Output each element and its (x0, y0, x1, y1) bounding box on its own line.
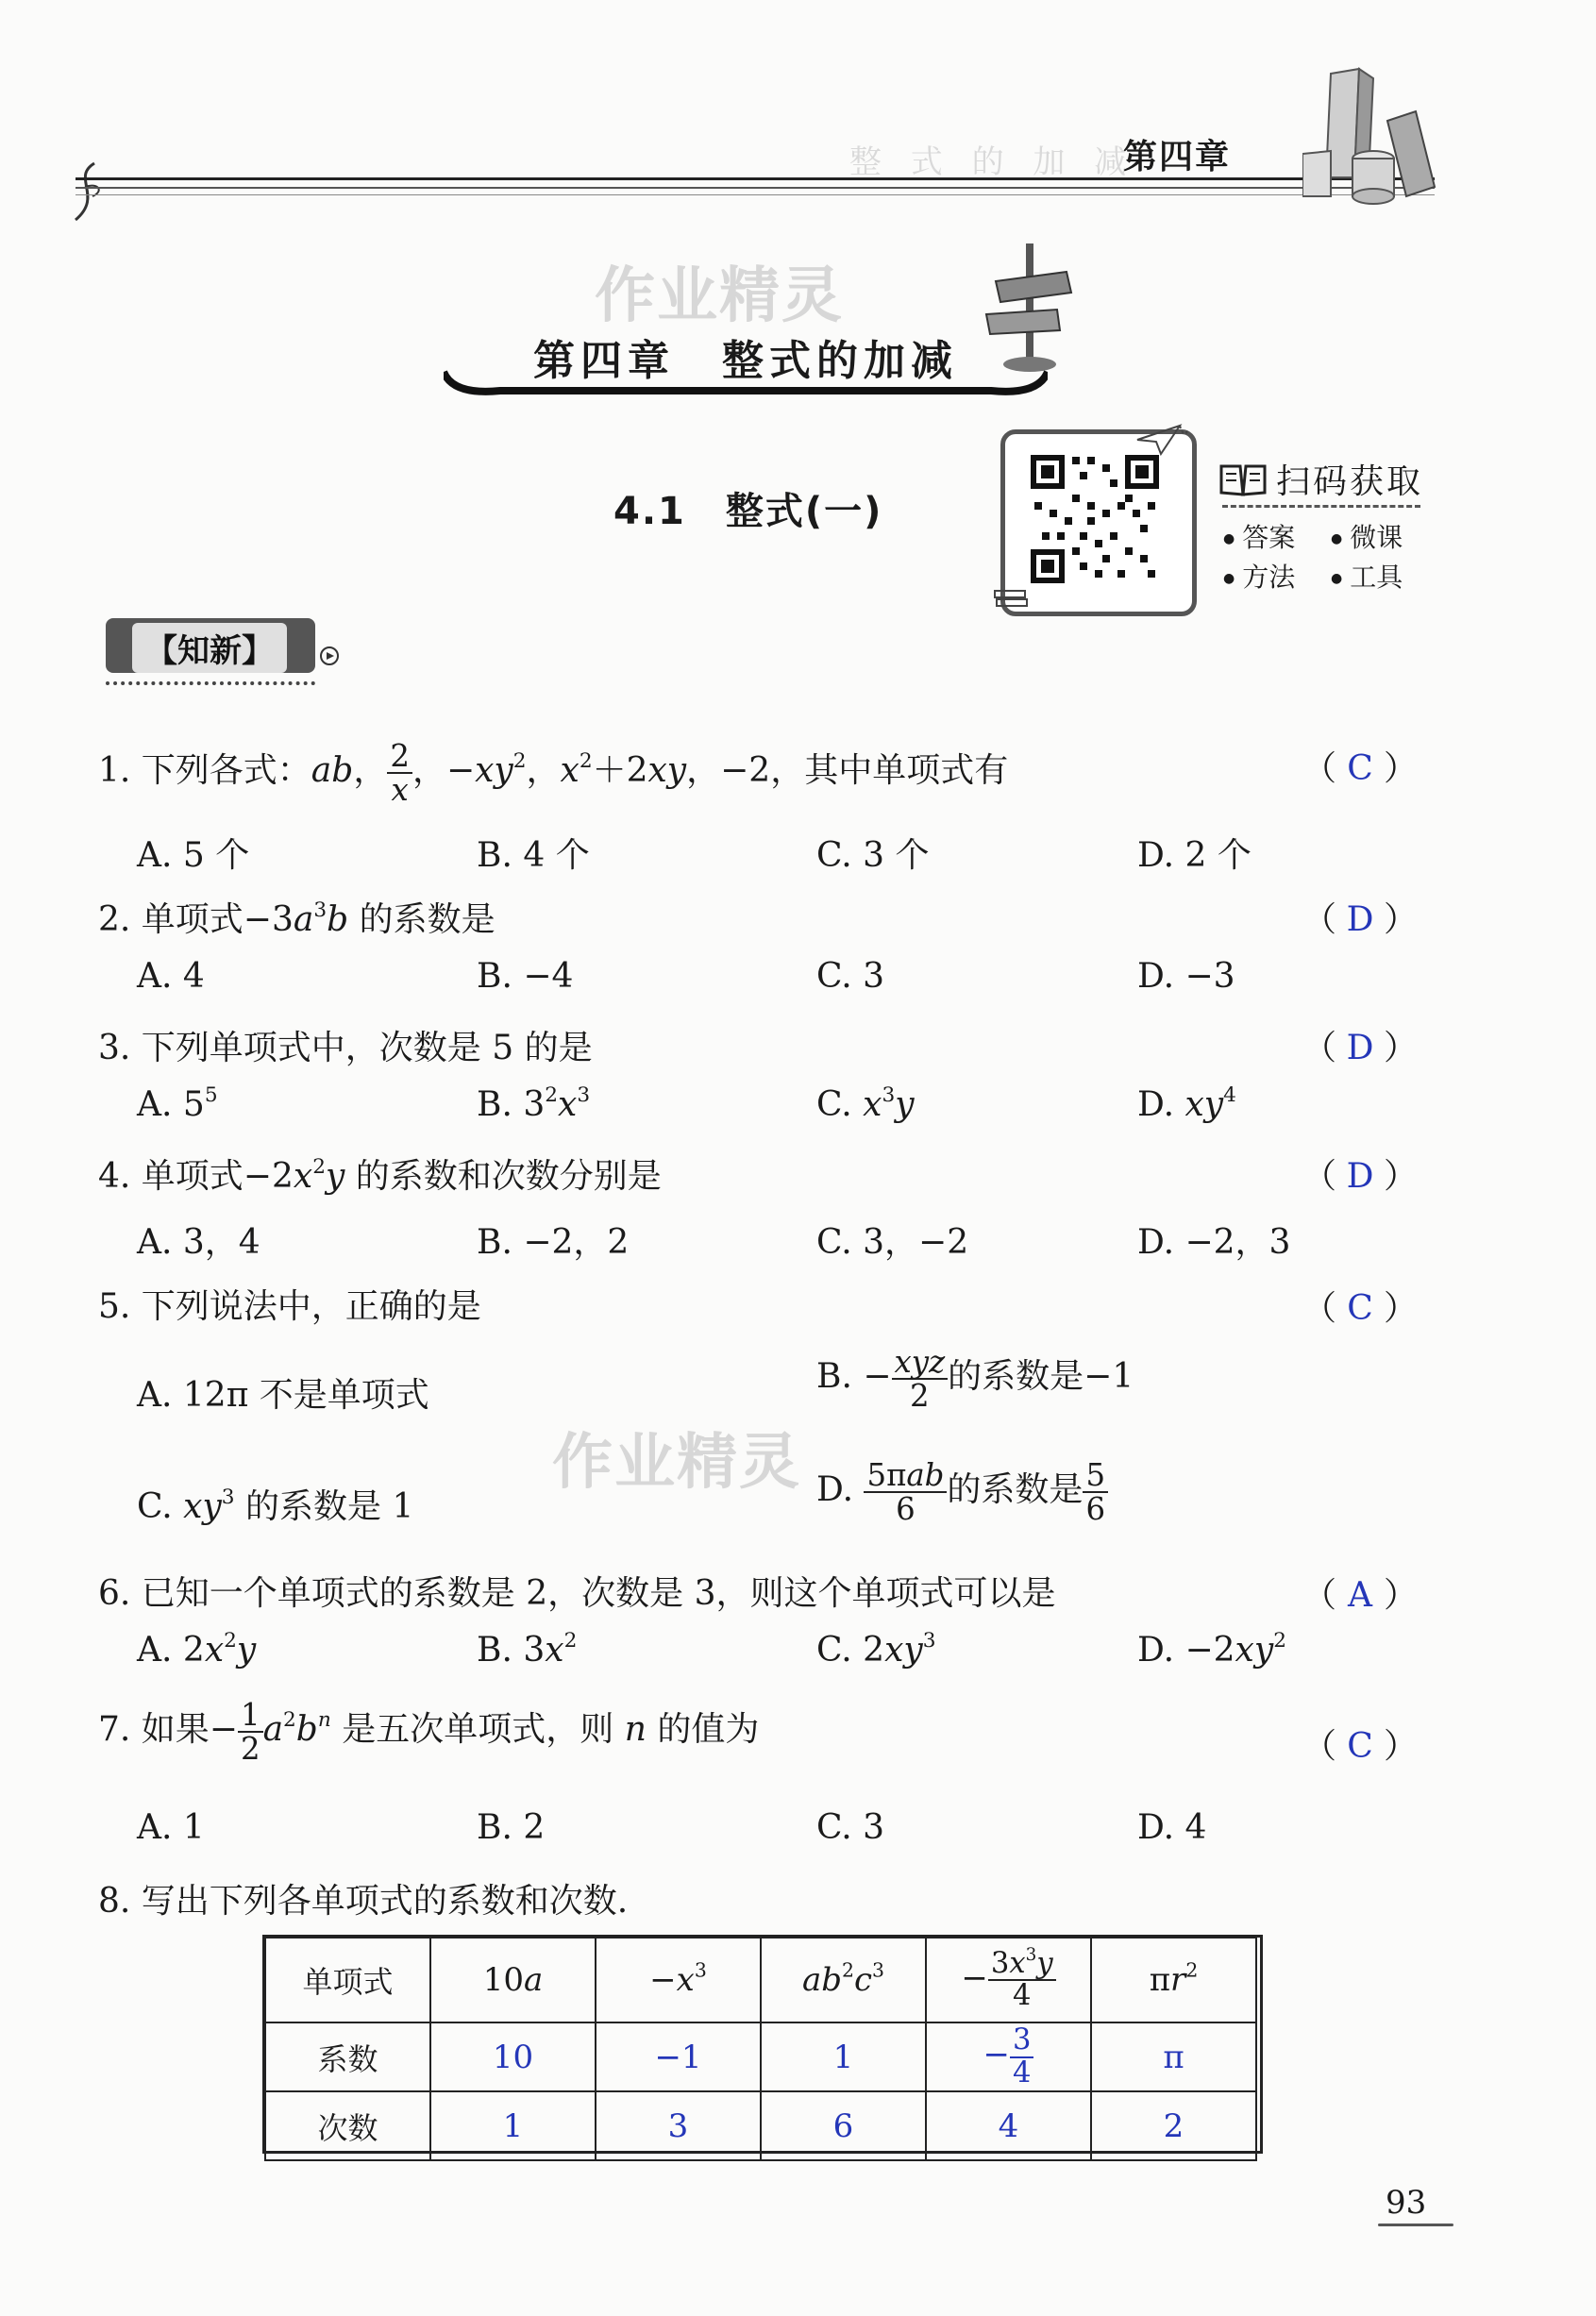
question-3-option-a[interactable]: A. $5^5$ (137, 1082, 218, 1124)
table-row-coefficient (265, 2022, 1256, 2091)
section-title: 4.1 整式(一) (613, 490, 883, 533)
table-cell-monomial: $ab^2c^3$ (761, 1938, 926, 2022)
section-tag-zhixin: 【知新】 (132, 623, 287, 673)
question-5-option-a[interactable]: A. 12π 不是单项式 (137, 1376, 429, 1415)
table-cell-coefficient[interactable]: 1 (761, 2022, 926, 2091)
question-3-option-b[interactable]: B. $3^2x^3$ (477, 1082, 591, 1124)
table-cell-degree[interactable]: 4 (926, 2091, 1091, 2160)
arrow-circle-icon (317, 644, 342, 672)
header-swirl-decoration (66, 159, 113, 228)
geometric-blocks-icon (1302, 64, 1444, 210)
table-row-monomial (265, 1938, 1256, 2022)
header-rule-3 (76, 194, 1435, 195)
table-cell-coefficient[interactable]: − $\frac{3}{4}$ (926, 2022, 1091, 2091)
question-3-option-d[interactable]: D. $xy^4$ (1137, 1082, 1236, 1124)
table-header-degree: 次数 (265, 2091, 430, 2160)
question-7-option-d[interactable]: D. 4 (1137, 1808, 1207, 1847)
qr-item-lecture[interactable]: ● 微课 (1331, 517, 1403, 555)
table-cell-monomial: $\pi r^2$ (1091, 1938, 1256, 2022)
question-4-option-b[interactable]: B. −2，2 (477, 1223, 630, 1262)
chapter-title: 第四章 整式的加减 (533, 337, 958, 385)
question-6-option-b[interactable]: B. $3x^2$ (477, 1628, 578, 1670)
qr-title: 扫码获取 (1276, 462, 1424, 501)
page-number-underline (1378, 2224, 1453, 2226)
header-rule-2 (76, 187, 1435, 189)
question-7-answer[interactable]: （ C ） (1302, 1727, 1419, 1766)
question-1-answer[interactable]: （ C ） (1302, 749, 1419, 788)
question-7-option-a[interactable]: A. 1 (137, 1808, 205, 1847)
question-2-option-b[interactable]: B. −4 (477, 957, 574, 996)
running-header-faded-text: 整 式 的 加 减 (849, 143, 1136, 181)
question-6-option-d[interactable]: D. $-2xy^2$ (1137, 1628, 1286, 1670)
question-3-answer[interactable]: （ D ） (1302, 1029, 1419, 1067)
question-1-stem: 1. 下列各式：ab， $\frac{2}{x}$ ，$-xy^2$，$x^2+2xy$，−2，其中单项式有 (98, 738, 1009, 809)
question-3-stem: 3. 下列单项式中，次数是 5 的是 (98, 1029, 593, 1067)
question-5-option-c[interactable]: C. $xy^3$ 的系数是 1 (137, 1485, 414, 1526)
question-7-stem: 7. 如果− $\frac{1}{2}$ $a^2b^n$ 是五次单项式，则 n 的值为 (98, 1697, 760, 1768)
qr-divider (1222, 505, 1420, 508)
question-6-option-c[interactable]: C. $2xy^3$ (816, 1628, 936, 1670)
question-2-answer[interactable]: （ D ） (1302, 900, 1419, 939)
question-1-option-c[interactable]: C. 3 个 (816, 836, 930, 875)
question-1-option-d[interactable]: D. 2 个 (1137, 836, 1252, 875)
page-number: 93 (1386, 2184, 1427, 2222)
question-1-option-a[interactable]: A. 5 个 (137, 836, 250, 875)
question-2-option-c[interactable]: C. 3 (816, 957, 885, 996)
question-8-stem: 8. 写出下列各单项式的系数和次数. (98, 1882, 629, 1921)
table-cell-degree[interactable]: 3 (596, 2091, 761, 2160)
question-2-option-a[interactable]: A. 4 (137, 957, 205, 996)
question-5-option-d[interactable]: D. $\frac{\text{5πab}}{6}$ 的系数是 $\frac{5}{6}$ (816, 1459, 1108, 1525)
monomial-table (264, 1937, 1257, 2161)
question-1-option-b[interactable]: B. 4 个 (477, 836, 590, 875)
question-4-stem: 4. 单项式$-2x^2y$ 的系数和次数分别是 (98, 1154, 662, 1196)
table-cell-monomial: $-x^3$ (596, 1938, 761, 2022)
qr-code-image[interactable] (1027, 451, 1163, 591)
table-cell-coefficient[interactable]: 10 (430, 2022, 596, 2091)
table-cell-coefficient[interactable]: −1 (596, 2022, 761, 2091)
table-cell-degree[interactable]: 1 (430, 2091, 596, 2160)
watermark-middle: 作业精灵 (552, 1428, 801, 1498)
question-4-option-a[interactable]: A. 3，4 (137, 1223, 260, 1262)
question-6-option-a[interactable]: A. $2x^2y$ (137, 1628, 257, 1670)
qr-item-tool[interactable]: ● 工具 (1331, 557, 1403, 595)
question-2-option-d[interactable]: D. −3 (1137, 957, 1235, 996)
open-book-icon (1218, 461, 1268, 502)
question-4-option-d[interactable]: D. −2，3 (1137, 1223, 1291, 1262)
watermark-top: 作业精灵 (595, 261, 844, 331)
table-cell-monomial: 10a (430, 1938, 596, 2022)
question-5-answer[interactable]: （ C ） (1302, 1289, 1419, 1328)
qr-item-method[interactable]: ● 方法 (1223, 557, 1295, 595)
question-5-option-b[interactable]: B. − $\frac{\text{xyz}}{2}$ 的系数是−1 (816, 1344, 1134, 1415)
section-tag-dots (106, 681, 315, 685)
question-4-option-c[interactable]: C. 3，−2 (816, 1223, 969, 1262)
table-row-degree (265, 2091, 1256, 2160)
question-6-stem: 6. 已知一个单项式的系数是 2，次数是 3，则这个单项式可以是 (98, 1574, 1056, 1613)
table-header-coefficient: 系数 (265, 2022, 430, 2091)
table-cell-monomial: − $\frac{3x^3y}{4}$ (926, 1938, 1091, 2022)
question-2-stem: 2. 单项式$-3a^3b$ 的系数是 (98, 898, 496, 939)
book-stack-icon (993, 587, 1031, 619)
question-3-option-c[interactable]: C. $x^3y$ (816, 1082, 915, 1124)
table-cell-degree[interactable]: 2 (1091, 2091, 1256, 2160)
table-cell-degree[interactable]: 6 (761, 2091, 926, 2160)
question-7-option-c[interactable]: C. 3 (816, 1808, 885, 1847)
question-4-answer[interactable]: （ D ） (1302, 1157, 1419, 1196)
question-7-option-b[interactable]: B. 2 (477, 1808, 546, 1847)
qr-item-answer[interactable]: ● 答案 (1223, 517, 1295, 555)
paper-plane-icon (1133, 421, 1189, 462)
table-cell-coefficient[interactable]: π (1091, 2022, 1256, 2091)
question-5-stem: 5. 下列说法中，正确的是 (98, 1287, 481, 1326)
question-6-answer[interactable]: （ A ） (1302, 1576, 1419, 1615)
running-header-title: 第四章 (1123, 137, 1232, 176)
table-header-monomial: 单项式 (265, 1938, 430, 2022)
